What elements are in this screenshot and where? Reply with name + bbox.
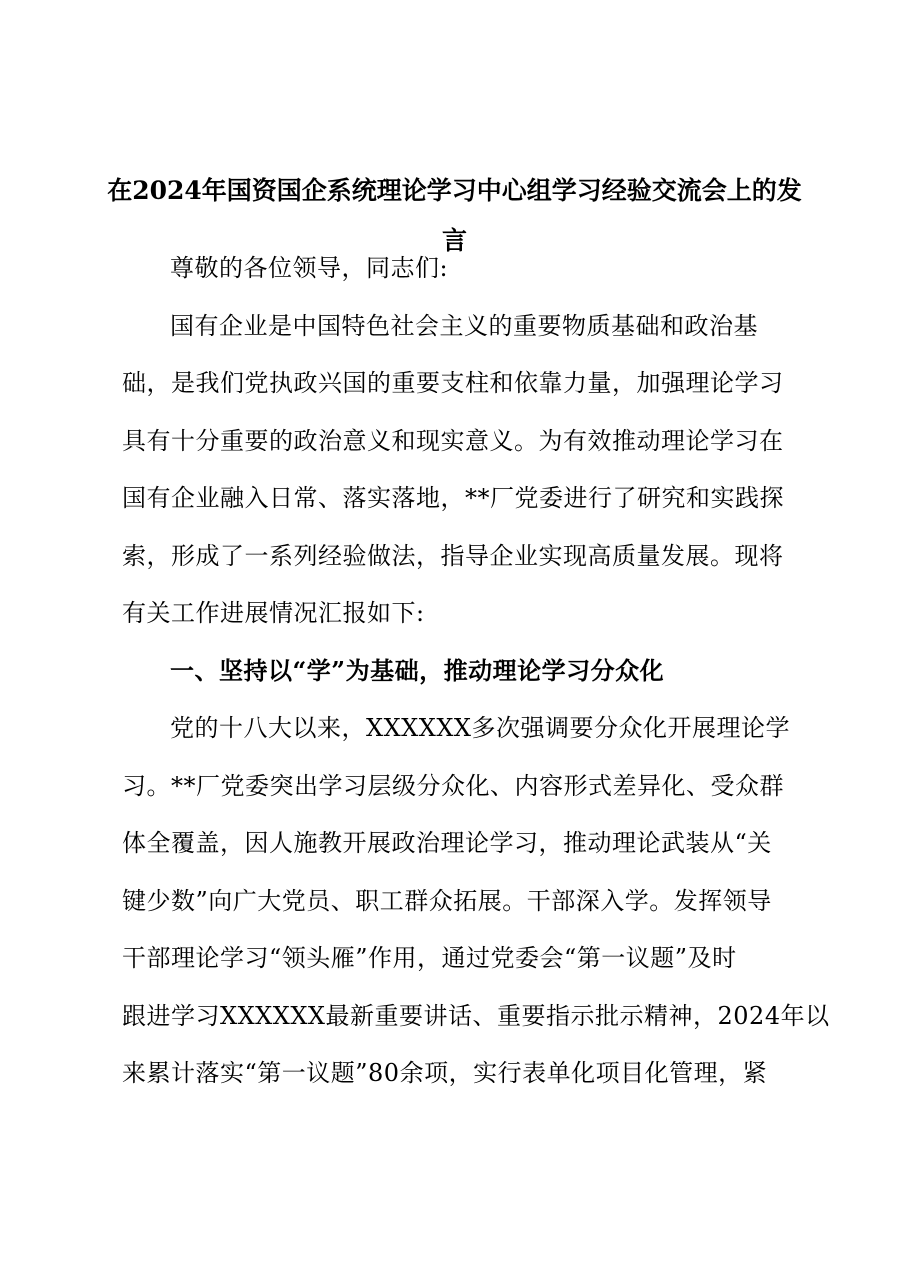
- paragraph-line: 体全覆盖，因人施教开展政治理论学习，推动理论武装从“关: [122, 829, 772, 857]
- paragraph-line: 来累计落实“第一议题”80余项，实行表单化项目化管理，紧: [122, 1059, 768, 1087]
- paragraph-line: 党的十八大以来，XXXXXX多次强调要分众化开展理论学: [170, 714, 791, 742]
- paragraph-line: 习。**厂党委突出学习层级分众化、内容形式差异化、受众群: [122, 771, 784, 800]
- title-line-2: 言: [441, 226, 467, 255]
- paragraph-line: 具有十分重要的政治意义和现实意义。为有效推动理论学习在: [122, 426, 784, 455]
- paragraph-line: 国有企业融入日常、落实落地，**厂党委进行了研究和实践探: [122, 484, 784, 512]
- paragraph-line: 键少数”向广大党员、职工群众拓展。干部深入学。发挥领导: [122, 886, 772, 915]
- paragraph-line: 干部理论学习“领头雁”作用，通过党委会“第一议题”及时: [122, 944, 737, 972]
- paragraph-line: 有关工作进展情况汇报如下:: [122, 599, 425, 627]
- section-heading: 一、坚持以“学”为基础，推动理论学习分众化: [170, 655, 665, 685]
- paragraph-line: 国有企业是中国特色社会主义的重要物质基础和政治基: [170, 311, 758, 340]
- paragraph-line: 础，是我们党执政兴国的重要支柱和依靠力量，加强理论学习: [122, 369, 784, 397]
- paragraph-line: 尊敬的各位领导，同志们:: [170, 254, 449, 282]
- title-line-1: 在2024年国资国企系统理论学习中心组学习经验交流会上的发: [107, 176, 802, 205]
- paragraph-line: 索，形成了一系列经验做法，指导企业实现高质量发展。现将: [122, 541, 784, 570]
- paragraph-line: 跟进学习XXXXXX最新重要讲话、重要指示批示精神，2024年以: [122, 1001, 830, 1030]
